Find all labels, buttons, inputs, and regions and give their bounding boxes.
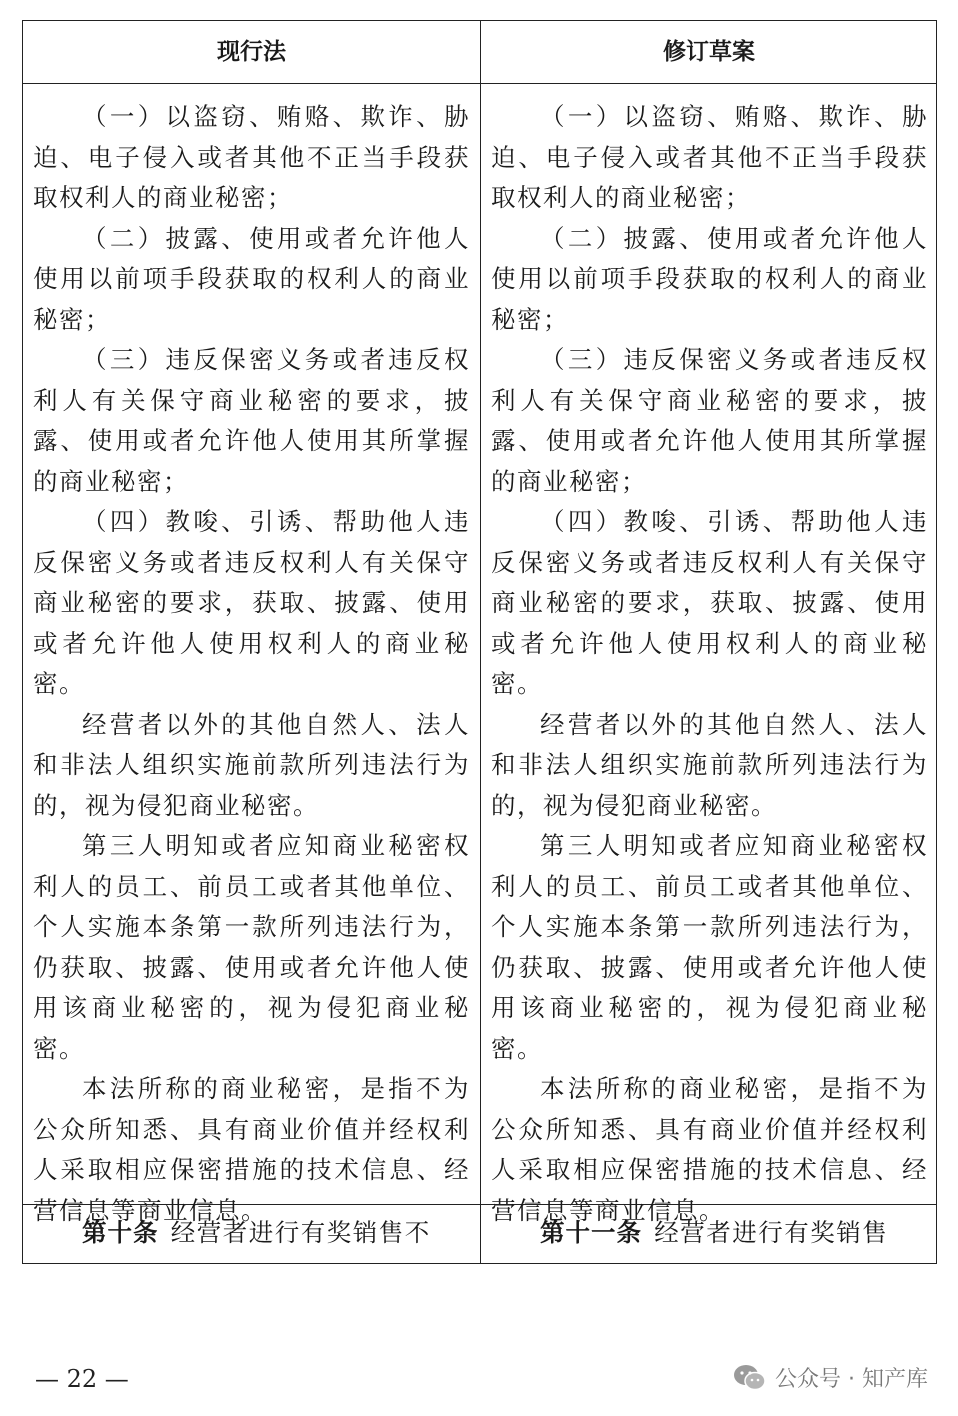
article-10-label: 第十条: [82, 1218, 159, 1247]
right-paragraph-2: （二）披露、使用或者允许他人使用以前项手段获取的权利人的商业秘密；: [491, 223, 928, 334]
right-paragraph-7: 本法所称的商业秘密，是指不为公众所知悉、具有商业价值并经权利人采取相应保密措施的技术信息、经营信息等商业信息。: [491, 1074, 928, 1225]
header-divider: [23, 83, 936, 84]
left-paragraph-6: 第三人明知或者应知商业秘密权利人的员工、前员工或者其他单位、个人实施本条第一款所列违法行为，仍获取、披露、使用或者允许他人使用该商业秘密的，视为侵犯商业秘密。: [33, 831, 470, 1063]
footer-right-cell: [491, 1204, 928, 1262]
article-10-text: 经营者进行有奖销售不: [170, 1218, 431, 1247]
right-paragraph-3: （三）违反保密义务或者违反权利人有关保守商业秘密的要求，披露、使用或者允许他人使用其所掌握的商业秘密；: [491, 345, 928, 496]
left-paragraph-1: （一）以盗窃、贿赂、欺诈、胁迫、电子侵入或者其他不正当手段获取权利人的商业秘密；: [33, 102, 470, 212]
wechat-icon: [733, 1364, 767, 1392]
left-paragraph-4: （四）教唆、引诱、帮助他人违反保密义务或者违反权利人有关保守商业秘密的要求，获取、披露、使用或者允许他人使用权利人的商业秘密。: [33, 507, 470, 698]
footer-left-cell: [33, 1204, 470, 1262]
right-paragraph-1: （一）以盗窃、贿赂、欺诈、胁迫、电子侵入或者其他不正当手段获取权利人的商业秘密；: [491, 102, 928, 212]
right-paragraph-4: （四）教唆、引诱、帮助他人违反保密义务或者违反权利人有关保守商业秘密的要求，获取、披露、使用或者允许他人使用权利人的商业秘密。: [491, 507, 928, 698]
left-paragraph-5: 经营者以外的其他自然人、法人和非法人组织实施前款所列违法行为的，视为侵犯商业秘密。: [33, 709, 470, 820]
watermark-text: 公众号 · 知产库: [775, 1367, 928, 1392]
current-law-column: [33, 97, 470, 1231]
left-paragraph-2: （二）披露、使用或者允许他人使用以前项手段获取的权利人的商业秘密；: [33, 223, 470, 334]
article-11-label: 第十一条: [540, 1218, 642, 1247]
page-number: — 22 —: [35, 1365, 129, 1393]
wechat-watermark: [733, 1362, 928, 1393]
article-11-text: 经营者进行有奖销售: [654, 1218, 889, 1247]
comparison-table: [22, 20, 937, 1264]
header-current-law: 现行法: [217, 39, 286, 65]
left-paragraph-7: 本法所称的商业秘密，是指不为公众所知悉、具有商业价值并经权利人采取相应保密措施的技术信息、经营信息等商业信息。: [33, 1074, 470, 1225]
right-paragraph-6: 第三人明知或者应知商业秘密权利人的员工、前员工或者其他单位、个人实施本条第一款所列违法行为，仍获取、披露、使用或者允许他人使用该商业秘密的，视为侵犯商业秘密。: [491, 831, 928, 1063]
header-revised-draft: 修订草案: [663, 39, 755, 65]
column-divider: [480, 21, 481, 1263]
left-paragraph-3: （三）违反保密义务或者违反权利人有关保守商业秘密的要求，披露、使用或者允许他人使用其所掌握的商业秘密；: [33, 345, 470, 496]
revised-draft-column: [491, 97, 928, 1231]
right-paragraph-5: 经营者以外的其他自然人、法人和非法人组织实施前款所列违法行为的，视为侵犯商业秘密。: [491, 709, 928, 820]
